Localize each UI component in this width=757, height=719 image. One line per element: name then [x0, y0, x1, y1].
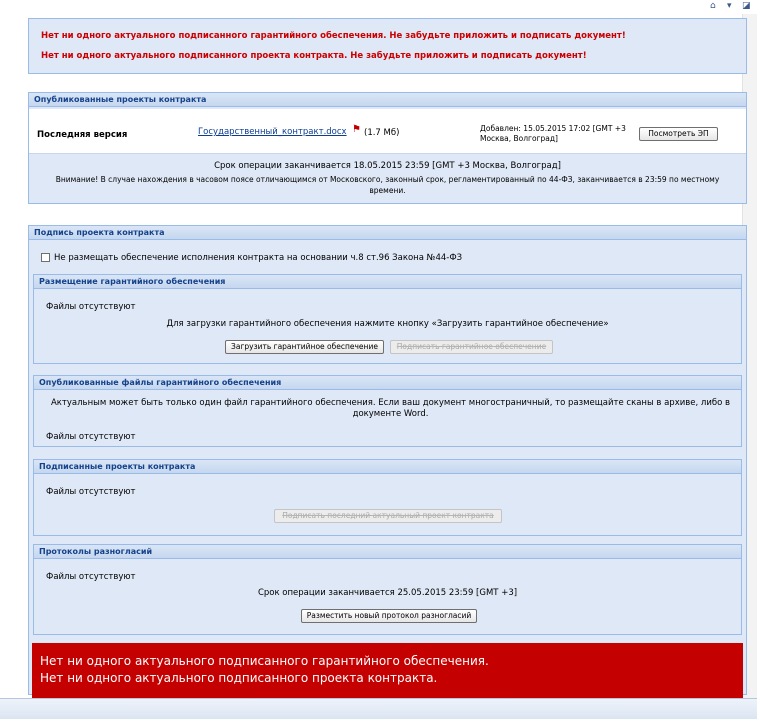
banner-guarantee-line: Нет ни одного актуального подписанного гарантийного обеспечения.: [40, 654, 489, 668]
protocols-header: Протоколы разногласий: [34, 545, 741, 559]
signed-projects-no-files: Файлы отсутствуют: [46, 487, 136, 497]
timezone-notice: Внимание! В случае нахождения в часовом поясе отличающимся от Московского, законный срок, регламентированный по 44-ФЗ, заканчивается в 23:59 по местному времени.: [55, 175, 720, 195]
project-warning: Нет ни одного актуального подписанного проекта контракта. Не забудьте приложить и подписать документ!: [41, 51, 587, 61]
upload-guarantee-button[interactable]: Загрузить гарантийное обеспечение: [225, 340, 384, 354]
guarantee-upload-hint: Для загрузки гарантийного обеспечения нажмите кнопку «Загрузить гарантийное обеспечение»: [166, 319, 609, 329]
protocols-deadline: Срок операции заканчивается 25.05.2015 23:59 [GMT +3]: [257, 588, 518, 598]
published-projects-header: Опубликованные проекты контракта: [29, 93, 746, 107]
published-guarantee-no-files: Файлы отсутствуют: [46, 432, 136, 442]
contract-file-link[interactable]: Государственный_контракт.docx: [198, 127, 347, 137]
browser-command-bar: [0, 0, 757, 14]
guarantee-no-files: Файлы отсутствуют: [46, 302, 136, 312]
warnings-panel: [28, 18, 747, 74]
added-date-line1: Добавлен: 15.05.2015 17:02 [GMT +3: [480, 124, 626, 133]
latest-version-row: [29, 109, 746, 154]
home-icon[interactable]: ⌂: [710, 1, 716, 11]
browser-status-bar: [0, 698, 757, 719]
signed-projects-header: Подписанные проекты контракта: [34, 460, 741, 474]
guarantee-single-file-note: Актуальным может быть только один файл гарантийного обеспечения. Если ваш документ многостраничный, то размещайте сканы в архиве, либо в документе Word.: [50, 398, 731, 419]
protocols-section: [33, 544, 742, 635]
sign-guarantee-button[interactable]: Подписать гарантийное обеспечение: [390, 340, 553, 354]
view-signature-button[interactable]: Посмотреть ЭП: [639, 127, 718, 141]
signed-projects-section: [33, 459, 742, 536]
no-guarantee-label: Не размещать обеспечение исполнения контракта на основании ч.8 ст.96 Закона №44-ФЗ: [54, 253, 463, 263]
published-projects-panel: [28, 92, 747, 204]
sign-project-panel: [28, 225, 747, 695]
added-date-line2: Москва, Волгоград]: [480, 134, 558, 143]
sign-project-header: Подпись проекта контракта: [29, 226, 746, 240]
protocols-no-files: Файлы отсутствуют: [46, 572, 136, 582]
sign-last-project-button[interactable]: Подписать последний актуальный проект контракта: [274, 509, 502, 523]
dropdown-arrow-icon[interactable]: ▾: [727, 1, 732, 11]
guarantee-placement-header: Размещение гарантийного обеспечения: [34, 275, 741, 289]
no-guarantee-checkbox[interactable]: [41, 253, 50, 262]
new-protocol-button[interactable]: Разместить новый протокол разногласий: [301, 609, 477, 623]
file-size: (1.7 Мб): [364, 128, 400, 138]
signature-seal-icon: ⚑: [352, 124, 361, 135]
published-guarantee-section: [33, 375, 742, 447]
guarantee-placement-section: [33, 274, 742, 364]
guarantee-warning: Нет ни одного актуального подписанного гарантийного обеспечения. Не забудьте приложить и подписать документ!: [41, 31, 626, 41]
deadline-text: Срок операции заканчивается 18.05.2015 23:59 [GMT +3 Москва, Волгоград]: [214, 161, 561, 171]
published-guarantee-header: Опубликованные файлы гарантийного обеспечения: [34, 376, 741, 390]
banner-project-line: Нет ни одного актуального подписанного проекта контракта.: [40, 671, 438, 685]
latest-version-label: Последняя версия: [37, 130, 128, 140]
rss-feed-icon[interactable]: ◪: [742, 1, 751, 11]
